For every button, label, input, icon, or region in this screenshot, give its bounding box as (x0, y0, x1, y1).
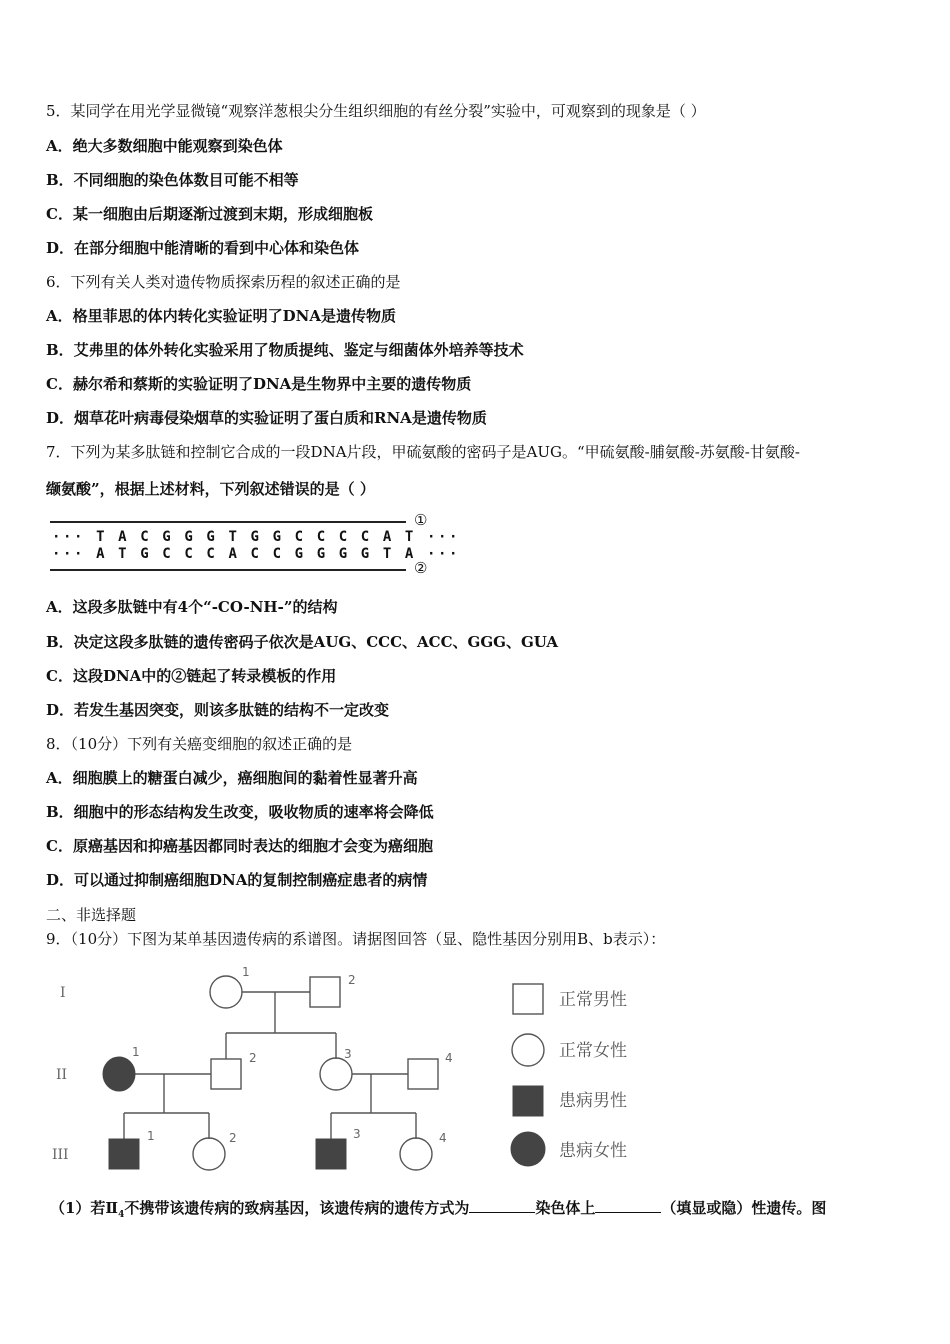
q5-stem: 5．某同学在用光学显微镜“观察洋葱根尖分生组织细胞的有丝分裂”实验中，可观察到的现象是（ ） (46, 102, 706, 120)
gen3-affected-male-1 (109, 1139, 139, 1169)
gen3-number-3: 3 (353, 1127, 361, 1141)
strand1-marker: ① (414, 511, 428, 529)
q5-option-b: B．不同细胞的染色体数目可能不相等 (46, 171, 299, 189)
gen1-number-1: 1 (242, 965, 250, 979)
dna-strand2-line (50, 569, 406, 571)
q7-option-c: C．这段DNA中的②链起了转录模板的作用 (46, 667, 337, 685)
q5-option-a: A．绝大多数细胞中能观察到染色体 (46, 137, 283, 155)
gen1-female-1 (210, 976, 242, 1008)
gen3-number-2: 2 (229, 1131, 237, 1145)
gen-label-3: III (52, 1147, 69, 1163)
gen2-male-2 (211, 1059, 241, 1089)
q7-option-d: D．若发生基因突变，则该多肽链的结构不一定改变 (46, 701, 390, 719)
gen-label-1: I (60, 985, 66, 1001)
q7-stem-line2: 缬氨酸”，根据上述材料，下列叙述错误的是（ ） (46, 480, 375, 498)
strand2-marker: ② (414, 559, 428, 577)
answer-blank-2[interactable] (595, 1198, 661, 1213)
gen2-number-2: 2 (249, 1051, 257, 1065)
section-heading: 二、非选择题 (46, 906, 137, 924)
legend-affected-female-symbol (511, 1132, 545, 1166)
q9-sub1-subscript: 4 (118, 1210, 125, 1220)
legend-normal-male-label: 正常男性 (559, 990, 627, 1010)
legend-affected-male-label: 患病男性 (559, 1091, 627, 1111)
q6-option-d: D．烟草花叶病毒侵染烟草的实验证明了蛋白质和RNA是遗传物质 (46, 409, 487, 427)
q6-option-a: A．格里菲思的体内转化实验证明了DNA是遗传物质 (46, 307, 396, 325)
q6-stem: 6．下列有关人类对遗传物质探索历程的叙述正确的是 (46, 273, 401, 291)
legend-affected-male-symbol (513, 1086, 543, 1116)
q7-option-a: A．这段多肽链中有4个“-CO-NH-”的结构 (46, 598, 338, 616)
gen1-number-2: 2 (348, 973, 356, 987)
q6-option-b: B．艾弗里的体外转化实验采用了物质提纯、鉴定与细菌体外培养等技术 (46, 341, 524, 359)
q9-subquestion-1 (50, 1197, 826, 1220)
gen3-female-2 (193, 1138, 225, 1170)
q9-sub1-part-b: 不携带该遗传病的致病基因，该遗传病的遗传方式为 (124, 1199, 470, 1217)
gen2-number-1: 1 (132, 1045, 140, 1059)
gen2-number-4: 4 (445, 1051, 453, 1065)
gen1-male-2 (310, 977, 340, 1007)
gen2-affected-female-1 (103, 1057, 135, 1091)
gen2-number-3: 3 (344, 1047, 352, 1061)
gen2-male-4 (408, 1059, 438, 1089)
q8-stem: 8．（10分）下列有关癌变细胞的叙述正确的是 (46, 735, 353, 753)
q8-option-b: B．细胞中的形态结构发生改变，吸收物质的速率将会降低 (46, 803, 434, 821)
legend-normal-male-symbol (513, 984, 543, 1014)
q5-option-c: C．某一细胞由后期逐渐过渡到末期，形成细胞板 (46, 205, 373, 223)
q9-sub1-part-d: （填显或隐）性遗传。图 (661, 1199, 827, 1217)
legend-normal-female-symbol (512, 1034, 544, 1066)
q9-sub1-part-a: （1）若Ⅱ (50, 1199, 119, 1217)
q8-option-c: C．原癌基因和抑癌基因都同时表达的细胞才会变为癌细胞 (46, 837, 433, 855)
gen2-female-3 (320, 1058, 352, 1090)
dna-strand2-sequence: ··· A T G C C C A C C G G G G T A ··· (52, 546, 461, 562)
q8-option-a: A．细胞膜上的糖蛋白减少，癌细胞间的黏着性显著升高 (46, 769, 418, 787)
dna-diagram (46, 511, 461, 577)
q9-stem: 9．（10分）下图为某单基因遗传病的系谱图。请据图回答（显、隐性基因分别用B、b表示）： (46, 930, 666, 948)
q7-stem-line1: 7．下列为某多肽链和控制它合成的一段DNA片段，甲硫氨酸的密码子是AUG。“甲硫氨酸-脯氨酸-苏氨酸-甘氨酸- (46, 443, 800, 461)
answer-blank-1[interactable] (469, 1198, 535, 1213)
gen3-female-4 (400, 1138, 432, 1170)
dna-strand1-line (50, 521, 406, 523)
gen3-affected-male-3 (316, 1139, 346, 1169)
gen3-number-1: 1 (147, 1129, 155, 1143)
q8-option-d: D．可以通过抑制癌细胞DNA的复制控制癌症患者的病情 (46, 871, 428, 889)
gen-label-2: II (56, 1067, 68, 1083)
legend-affected-female-label: 患病女性 (559, 1141, 627, 1161)
q6-option-c: C．赫尔希和蔡斯的实验证明了DNA是生物界中主要的遗传物质 (46, 375, 472, 393)
dna-strand1-sequence: ··· T A C G G G T G G C C C C A T ··· (52, 529, 461, 545)
pedigree-chart (46, 960, 656, 1180)
q5-option-d: D．在部分细胞中能清晰的看到中心体和染色体 (46, 239, 360, 257)
q7-option-b: B．决定这段多肽链的遗传密码子依次是AUG、CCC、ACC、GGG、GUA (46, 633, 559, 651)
legend-normal-female-label: 正常女性 (559, 1041, 627, 1061)
q9-sub1-part-c: 染色体上 (535, 1199, 596, 1217)
gen3-number-4: 4 (439, 1131, 447, 1145)
